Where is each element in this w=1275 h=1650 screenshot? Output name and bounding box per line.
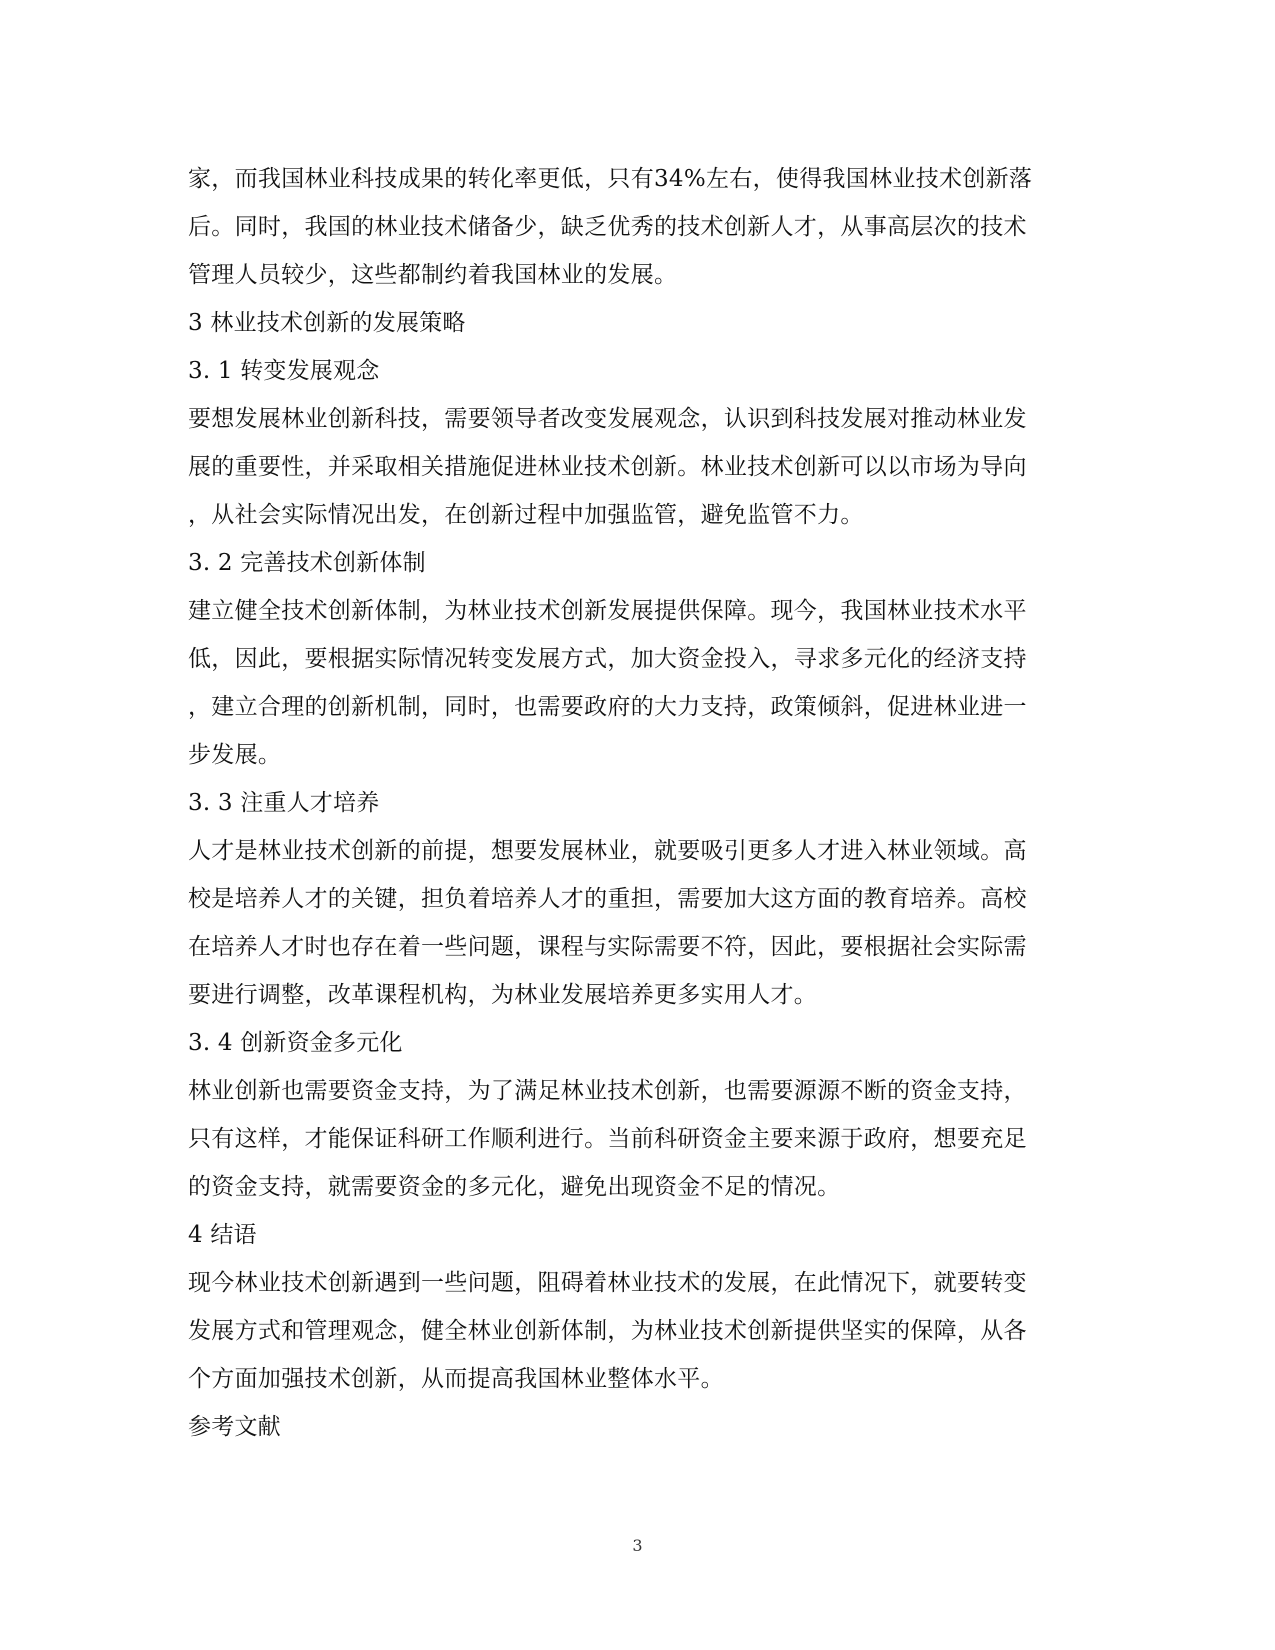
section-heading: 4 结语 <box>188 1222 257 1248</box>
body-text-line: 只有这样，才能保证科研工作顺利进行。当前科研资金主要来源于政府，想要充足 <box>188 1126 1027 1152</box>
body-text-line: 校是培养人才的关键，担负着培养人才的重担，需要加大这方面的教育培养。高校 <box>188 886 1027 912</box>
section-heading: 3 林业技术创新的发展策略 <box>188 310 466 336</box>
body-text-line: 低，因此，要根据实际情况转变发展方式，加大资金投入，寻求多元化的经济支持 <box>188 646 1027 672</box>
body-text-line: 要想发展林业创新科技，需要领导者改变发展观念，认识到科技发展对推动林业发 <box>188 406 1027 432</box>
body-text-line: 后。同时，我国的林业技术储备少，缺乏优秀的技术创新人才，从事高层次的技术 <box>188 214 1027 240</box>
body-text-line: 建立健全技术创新体制，为林业技术创新发展提供保障。现今，我国林业技术水平 <box>188 598 1027 624</box>
body-text-line: 人才是林业技术创新的前提，想要发展林业，就要吸引更多人才进入林业领域。高 <box>188 838 1027 864</box>
body-text-line: 展的重要性，并采取相关措施促进林业技术创新。林业技术创新可以以市场为导向 <box>188 454 1027 480</box>
body-text-line: 发展方式和管理观念，健全林业创新体制，为林业技术创新提供坚实的保障，从各 <box>188 1318 1027 1344</box>
body-text-line: 家，而我国林业科技成果的转化率更低，只有34%左右，使得我国林业技术创新落 <box>188 166 1033 192</box>
section-heading: 3. 4 创新资金多元化 <box>188 1030 403 1056</box>
section-heading: 参考文献 <box>188 1414 281 1440</box>
body-text-line: 现今林业技术创新遇到一些问题，阻碍着林业技术的发展，在此情况下，就要转变 <box>188 1270 1027 1296</box>
body-text-line: 林业创新也需要资金支持，为了满足林业技术创新，也需要源源不断的资金支持， <box>188 1078 1027 1104</box>
page-number: 3 <box>632 1536 643 1555</box>
body-text-line: 的资金支持，就需要资金的多元化，避免出现资金不足的情况。 <box>188 1174 841 1200</box>
body-text-line: 个方面加强技术创新，从而提高我国林业整体水平。 <box>188 1366 724 1392</box>
section-heading: 3. 1 转变发展观念 <box>188 358 380 384</box>
body-text-line: 步发展。 <box>188 742 282 768</box>
page-body <box>188 155 1086 1451</box>
body-text-line: 在培养人才时也存在着一些问题，课程与实际需要不符，因此，要根据社会实际需 <box>188 934 1027 960</box>
section-heading: 3. 2 完善技术创新体制 <box>188 550 426 576</box>
section-heading: 3. 3 注重人才培养 <box>188 790 380 816</box>
body-text-line: 要进行调整，改革课程机构，为林业发展培养更多实用人才。 <box>188 982 818 1008</box>
body-text-line: ，从社会实际情况出发，在创新过程中加强监管，避免监管不力。 <box>188 502 864 528</box>
body-text-line: ，建立合理的创新机制，同时，也需要政府的大力支持，政策倾斜，促进林业进一 <box>188 694 1027 720</box>
body-text-line: 管理人员较少，这些都制约着我国林业的发展。 <box>188 262 678 288</box>
